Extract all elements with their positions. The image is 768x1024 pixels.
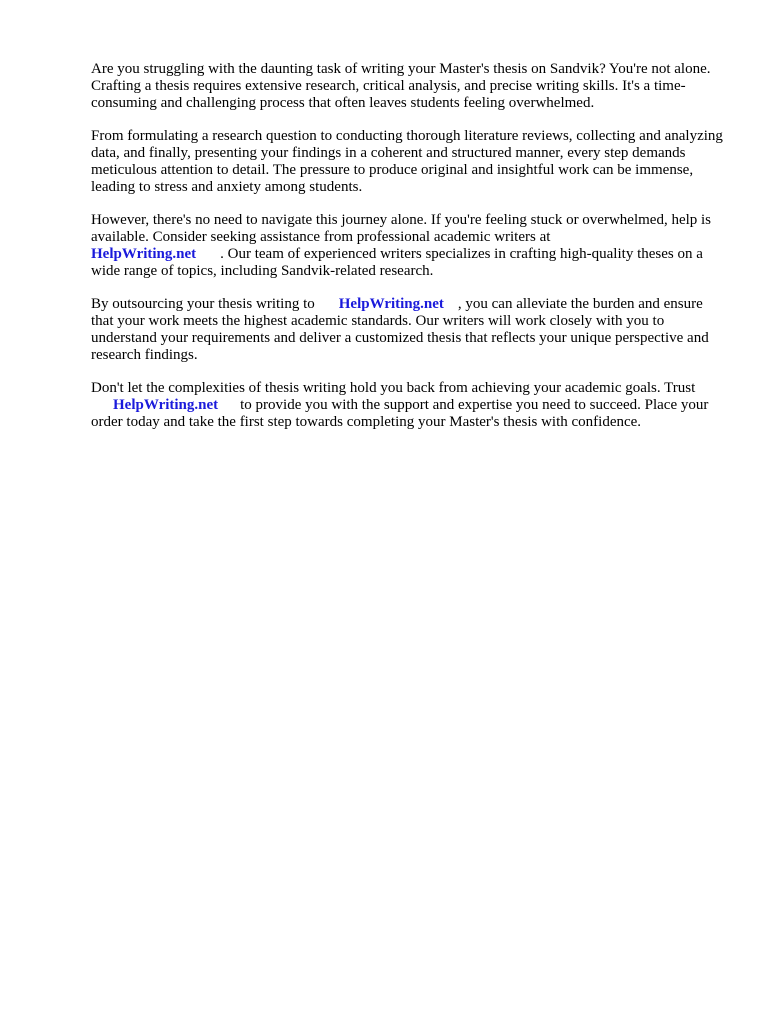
paragraph-closing-text-before: Don't let the complexities of thesis writing hold you back from achieving your academic goals. Trust [91, 380, 696, 396]
helpwriting-link-1[interactable]: HelpWriting.net [91, 246, 197, 262]
paragraph-outsourcing [91, 296, 723, 364]
paragraph-help-text-before: However, there's no need to navigate this journey alone. If you're feeling stuck or overwhelmed, help is available. Consider seeking assistance from professional academic writers at [91, 212, 712, 245]
paragraph-closing-text-after: to provide you with the support and expertise you need to succeed. Place your order today and take the first step towards completing your Master's thesis with confidence. [91, 397, 709, 430]
paragraph-intro-text: Are you struggling with the daunting task of writing your Master's thesis on Sandvik? You're not alone. Crafting a thesis requires extensive research, critical analysis, and precise writing skills. It's a time-consuming and challenging process that often leaves students feeling overwhelmed. [91, 61, 711, 111]
paragraph-intro [91, 61, 723, 112]
helpwriting-link-2[interactable]: HelpWriting.net [338, 296, 444, 312]
document-body [91, 61, 723, 447]
paragraph-outsourcing-text-after: , you can alleviate the burden and ensure that your work meets the highest academic standards. Our writers will work closely with you to understand your requirements and deliver a customized thesis that reflects your unique perspective and research findings. [91, 296, 709, 363]
paragraph-outsourcing-text-before: By outsourcing your thesis writing to [91, 296, 315, 312]
helpwriting-link-3[interactable]: HelpWriting.net [113, 397, 219, 413]
paragraph-process-text: From formulating a research question to conducting thorough literature reviews, collecting and analyzing data, and finally, presenting your findings in a coherent and structured manner, every step demands meticulous attention to detail. The pressure to produce original and insightful work can be immense, leading to stress and anxiety among students. [91, 128, 723, 195]
paragraph-process [91, 128, 723, 196]
paragraph-help [91, 212, 723, 280]
paragraph-help-text-after: . Our team of experienced writers specializes in crafting high-quality theses on a wide range of topics, including Sandvik-related research. [91, 246, 703, 279]
paragraph-closing [91, 380, 723, 431]
